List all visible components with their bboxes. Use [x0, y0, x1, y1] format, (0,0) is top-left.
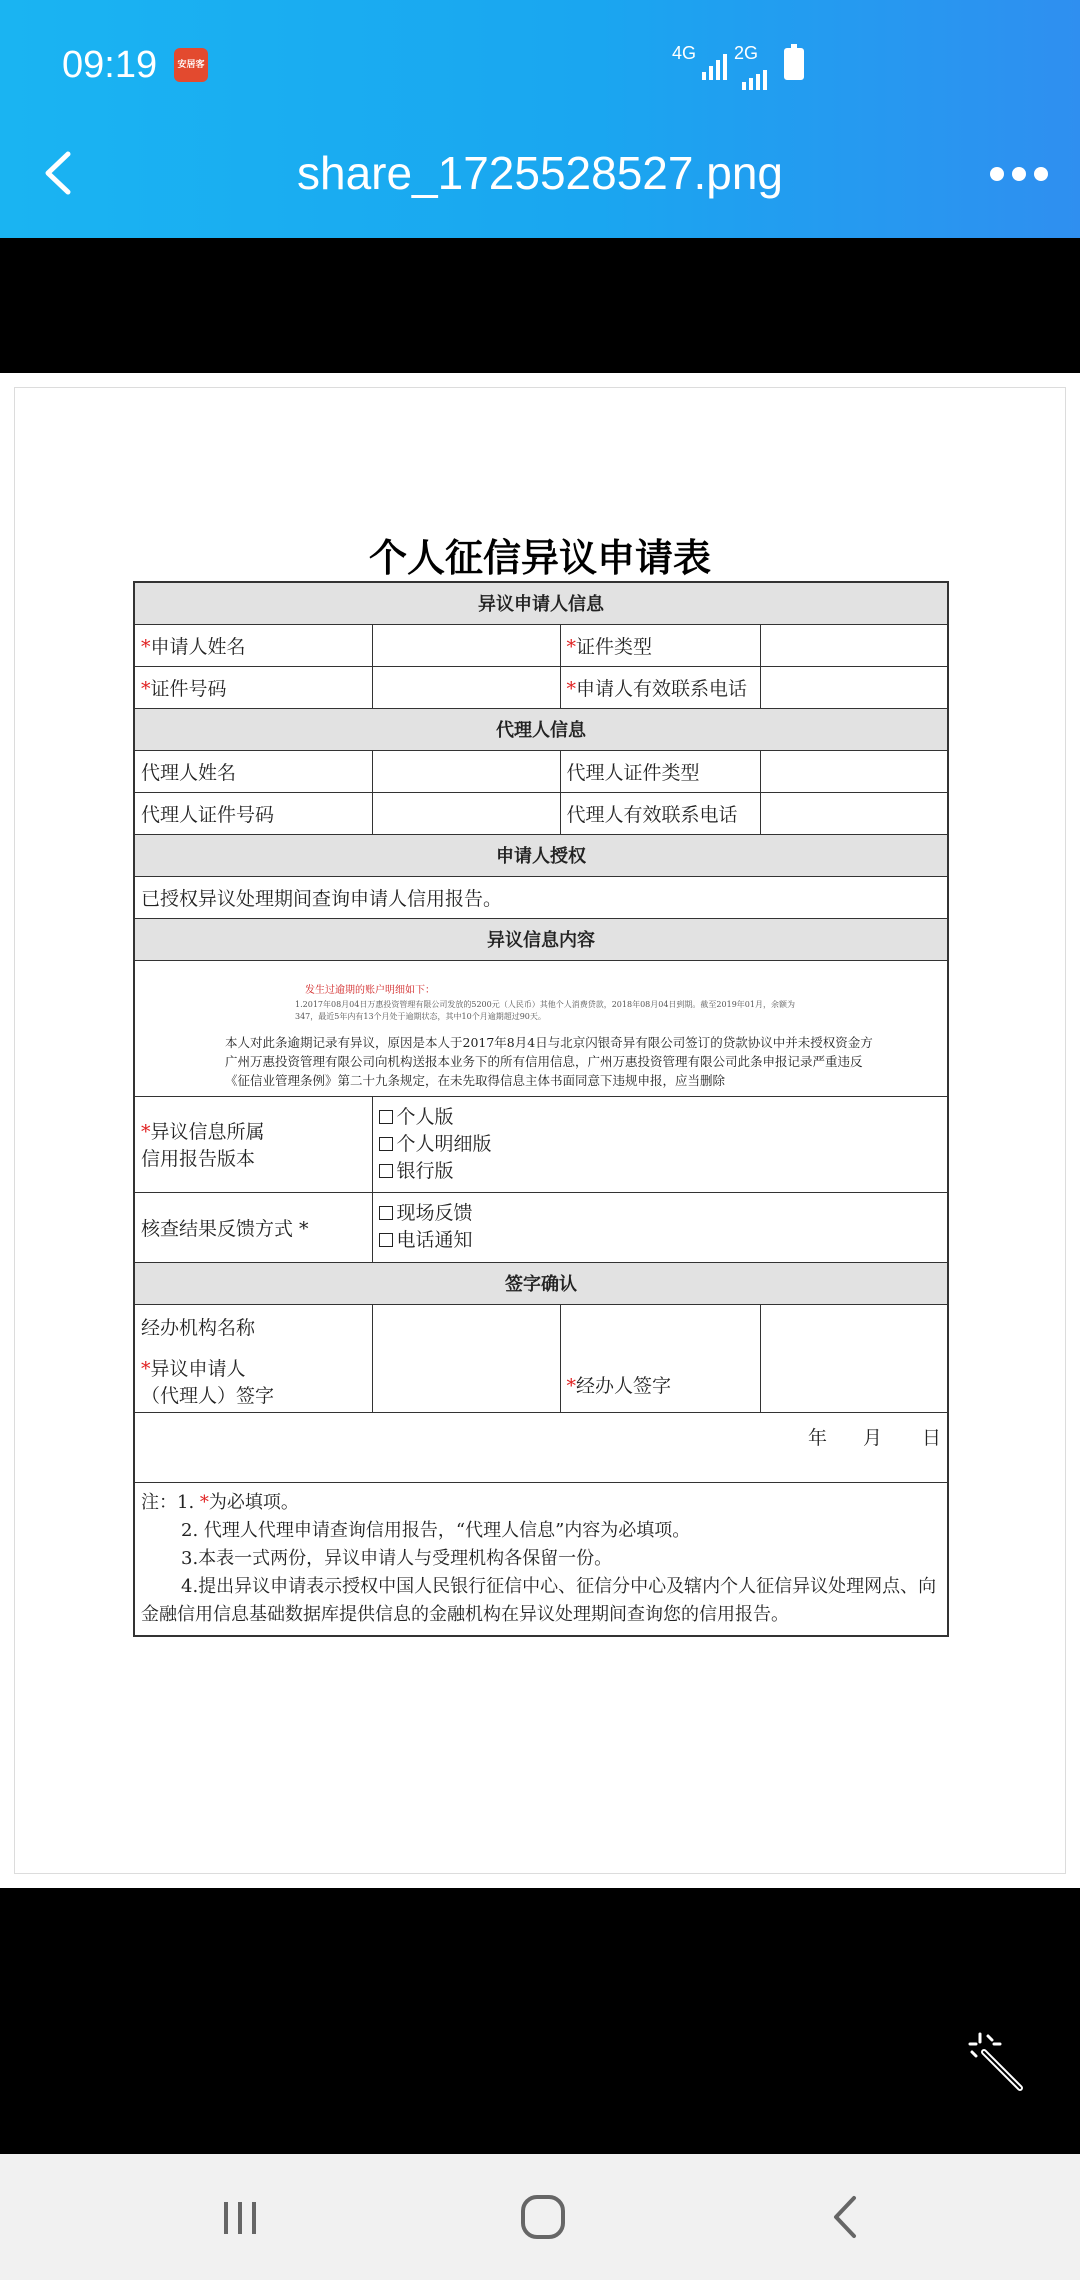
label-signature-block: 经办机构名称 *异议申请人 （代理人）签字 [134, 1304, 372, 1412]
recent-apps-icon [160, 2154, 320, 2280]
section-applicant-info: 异议申请人信息 [134, 582, 948, 624]
label-report-version: *异议信息所属 信用报告版本 [134, 1096, 372, 1192]
field-applicant-phone [760, 666, 948, 708]
checkbox-bank: 银行版 [379, 1158, 942, 1185]
field-agent-id-number [372, 792, 560, 834]
section-authorization: 申请人授权 [134, 834, 948, 876]
label-applicant-name: *申请人姓名 [134, 624, 372, 666]
checkbox-icon [379, 1137, 393, 1151]
field-id-number [372, 666, 560, 708]
embedded-heading: 发生过逾期的账户明细如下： [305, 984, 435, 996]
more-dot-icon [990, 167, 1004, 181]
label-agent-id-number: 代理人证件号码 [134, 792, 372, 834]
notification-app-icon: 安居客 [174, 48, 208, 82]
field-signature [372, 1304, 560, 1412]
date-row: 年 月 日 [134, 1412, 948, 1482]
dispute-content-box [134, 960, 948, 1096]
system-nav-bar [0, 2154, 1080, 2280]
label-handler-signature: *经办人签字 [560, 1304, 760, 1412]
checkbox-icon [379, 1110, 393, 1124]
chevron-left-icon [766, 2154, 926, 2280]
app-header [0, 0, 1080, 238]
nav-back-button[interactable] [766, 2154, 926, 2280]
label-agent-id-type: 代理人证件类型 [560, 750, 760, 792]
dispute-form [133, 581, 947, 1637]
section-agent-info: 代理人信息 [134, 708, 948, 750]
field-handler-signature [760, 1304, 948, 1412]
field-id-type [760, 624, 948, 666]
checkbox-icon [379, 1164, 393, 1178]
field-agent-phone [760, 792, 948, 834]
label-id-type: *证件类型 [560, 624, 760, 666]
home-icon [463, 2154, 623, 2280]
note-3: 3.本表一式两份，异议申请人与受理机构各保留一份。 [181, 1547, 613, 1569]
dispute-statement: 本人对此条逾期记录有异议，原因是本人于2017年8月4日与北京闪银奇异有限公司签订的贷款协议中并未授权资金方广州万惠投资管理有限公司向机构送报本业务下的所有信用信息，广州万惠投资管理有限公司此条申报记录严重违反《征信业管理条例》第二十九条规定，在未先取得信息主体书面同意下违规申报，应当删除 [225, 1034, 873, 1088]
embedded-account-detail: 1.2017年08月04日万惠投资管理有限公司发放的5200元（人民币）其他个人消费贷款，2018年08月04日到期。截至2019年01月，余额为347，最近5年内有13个月处于逾期状态，其中10个月逾期超过90天。 [295, 999, 795, 1021]
note-2: 2. 代理人代理申请查询信用报告，“代理人信息”内容为必填项。 [181, 1519, 691, 1541]
note-4: 4.提出异议申请表示授权中国人民银行征信中心、征信分中心及辖内个人征信异议处理网点、向金融信用信息基础数据库提供信息的金融机构在异议处理期间查询您的信用报告。 [141, 1575, 937, 1625]
report-version-options [372, 1096, 948, 1192]
signal-2g-label: 2G [734, 43, 759, 63]
label-applicant-phone: *申请人有效联系电话 [560, 666, 760, 708]
checkbox-personal: 个人版 [379, 1104, 942, 1131]
checkbox-icon [379, 1206, 393, 1220]
note-1: 注：1. *为必填项。 [141, 1491, 299, 1513]
checkbox-icon [379, 1233, 393, 1247]
label-agent-name: 代理人姓名 [134, 750, 372, 792]
label-agent-phone: 代理人有效联系电话 [560, 792, 760, 834]
field-applicant-name [372, 624, 560, 666]
field-agent-id-type [760, 750, 948, 792]
label-id-number: *证件号码 [134, 666, 372, 708]
feedback-options [372, 1192, 948, 1262]
status-bar [0, 0, 1080, 130]
magic-wand-icon [966, 2030, 1030, 2094]
notes [134, 1482, 948, 1636]
checkbox-onsite: 现场反馈 [379, 1200, 942, 1227]
recent-apps-button[interactable] [160, 2154, 320, 2280]
signal-bars-2-icon [742, 58, 767, 90]
document-title: 个人征信异议申请表 [368, 535, 711, 580]
label-feedback-method: 核查结果反馈方式 * [134, 1192, 372, 1262]
file-title: share_1725528527.png [296, 147, 783, 199]
signal-4g-label: 4G [672, 43, 697, 63]
authorization-text: 已授权异议处理期间查询申请人信用报告。 [134, 876, 948, 918]
battery-icon [784, 48, 804, 80]
checkbox-phone: 电话通知 [379, 1227, 942, 1254]
field-agent-name [372, 750, 560, 792]
signal-bars-1-icon [702, 48, 727, 80]
home-button[interactable] [463, 2154, 623, 2280]
section-signature: 签字确认 [134, 1262, 948, 1304]
status-time: 09:19 [62, 44, 158, 86]
checkbox-personal-detail: 个人明细版 [379, 1131, 942, 1158]
auto-enhance-button[interactable] [966, 2030, 1030, 2094]
section-dispute-content: 异议信息内容 [134, 918, 948, 960]
more-options-button[interactable] [990, 160, 1054, 188]
